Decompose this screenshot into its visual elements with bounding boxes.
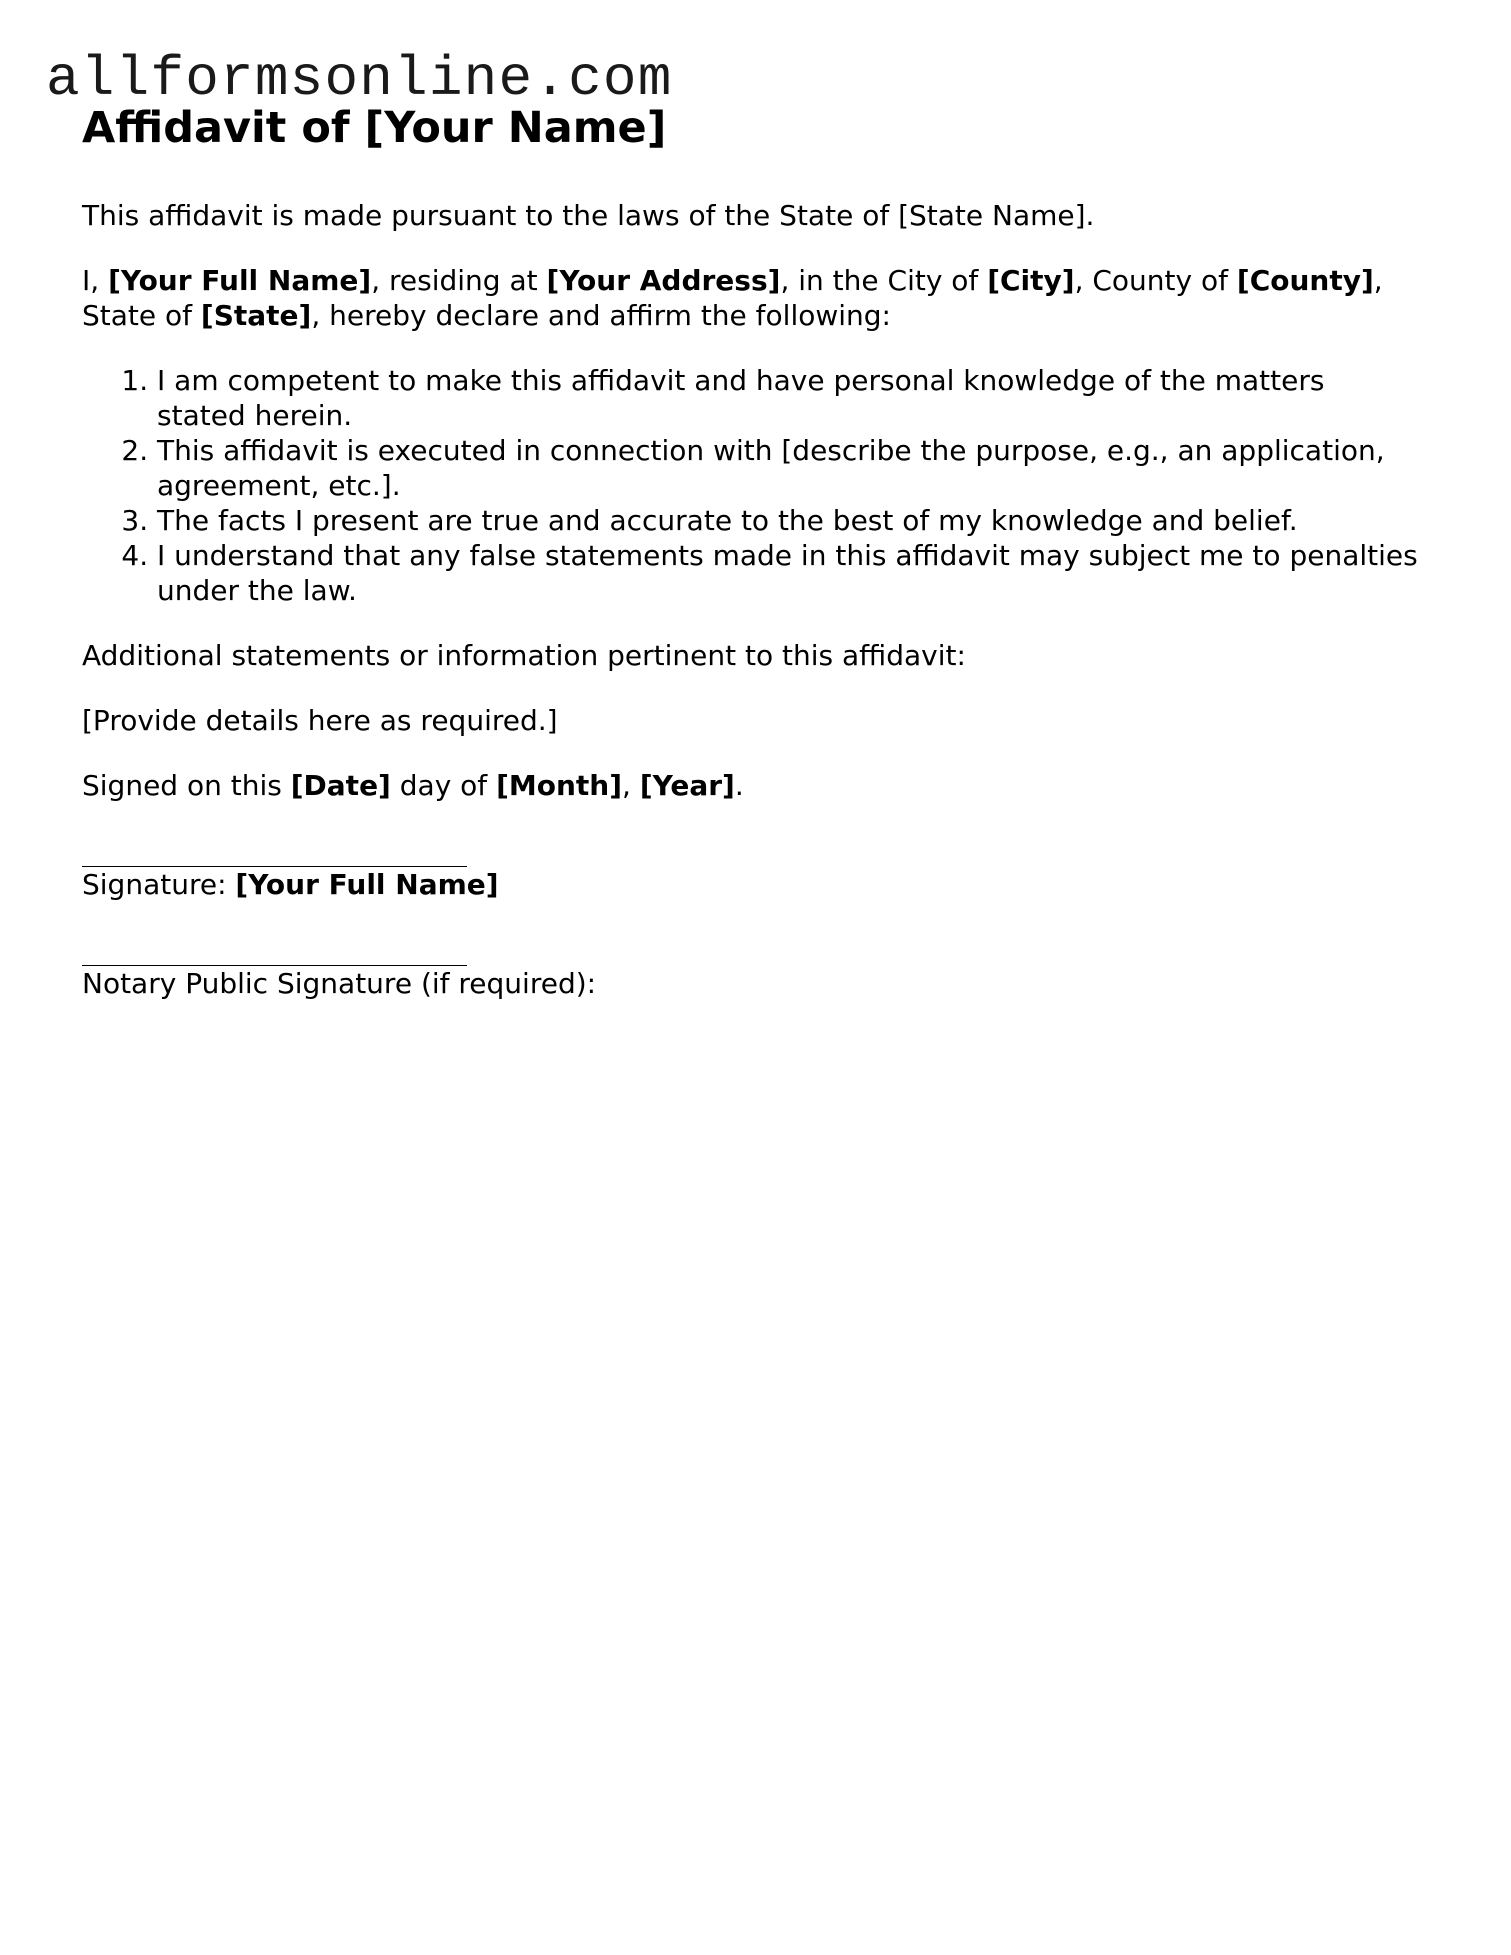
page-title: Affidavit of [Your Name] bbox=[82, 103, 667, 153]
full-name-field: [Your Full Name] bbox=[108, 264, 372, 297]
signature-block bbox=[82, 833, 1422, 1001]
list-item: 1. I am competent to make this affidavit and have personal knowledge of the matters stated herein. bbox=[157, 363, 1422, 433]
signature-name: [Your Full Name] bbox=[235, 868, 499, 901]
intro-paragraph: This affidavit is made pursuant to the laws of the State of [State Name]. bbox=[82, 199, 1095, 232]
declaration-text: , residing at bbox=[371, 264, 547, 297]
county-field: [County] bbox=[1236, 264, 1374, 297]
signature-label bbox=[82, 867, 1422, 902]
list-item: 4. I understand that any false statements made in this affidavit may subject me to penalties under the law. bbox=[157, 538, 1422, 608]
signature-label-text: Signature: bbox=[82, 868, 236, 901]
signature-line[interactable] bbox=[82, 833, 467, 867]
declaration-text: , in the City of bbox=[780, 264, 988, 297]
city-field: [City] bbox=[987, 264, 1075, 297]
list-item: 3. The facts I present are true and accurate to the best of my knowledge and belief. bbox=[157, 503, 1422, 538]
year-field: [Year] bbox=[639, 769, 735, 802]
declaration-text: , County of bbox=[1074, 264, 1237, 297]
declaration-text: , State of bbox=[82, 264, 1383, 332]
signed-text: Signed on this bbox=[82, 769, 291, 802]
declaration-paragraph bbox=[82, 263, 1422, 333]
additional-statements-label: Additional statements or information pertinent to this affidavit: bbox=[82, 639, 966, 672]
month-field: [Month] bbox=[496, 769, 623, 802]
statements-list bbox=[82, 363, 1422, 608]
affidavit-document bbox=[82, 100, 1422, 1031]
date-field: [Date] bbox=[290, 769, 391, 802]
watermark-logo: allformsonline.com bbox=[46, 47, 673, 111]
notary-signature-label: Notary Public Signature (if required): bbox=[82, 967, 597, 1000]
state-field: [State] bbox=[200, 299, 312, 332]
declaration-text: , hereby declare and affirm the following: bbox=[311, 299, 891, 332]
signed-text: day of bbox=[390, 769, 497, 802]
list-item: 2. This affidavit is executed in connection with [describe the purpose, e.g., an application, agreement, etc.]. bbox=[157, 433, 1422, 503]
signed-text: , bbox=[622, 769, 640, 802]
declaration-text: I, bbox=[82, 264, 109, 297]
signed-text: . bbox=[734, 769, 744, 802]
notary-signature-line[interactable] bbox=[82, 932, 467, 966]
signed-date-line bbox=[82, 768, 1422, 803]
address-field: [Your Address] bbox=[546, 264, 781, 297]
details-placeholder: [Provide details here as required.] bbox=[82, 704, 558, 737]
